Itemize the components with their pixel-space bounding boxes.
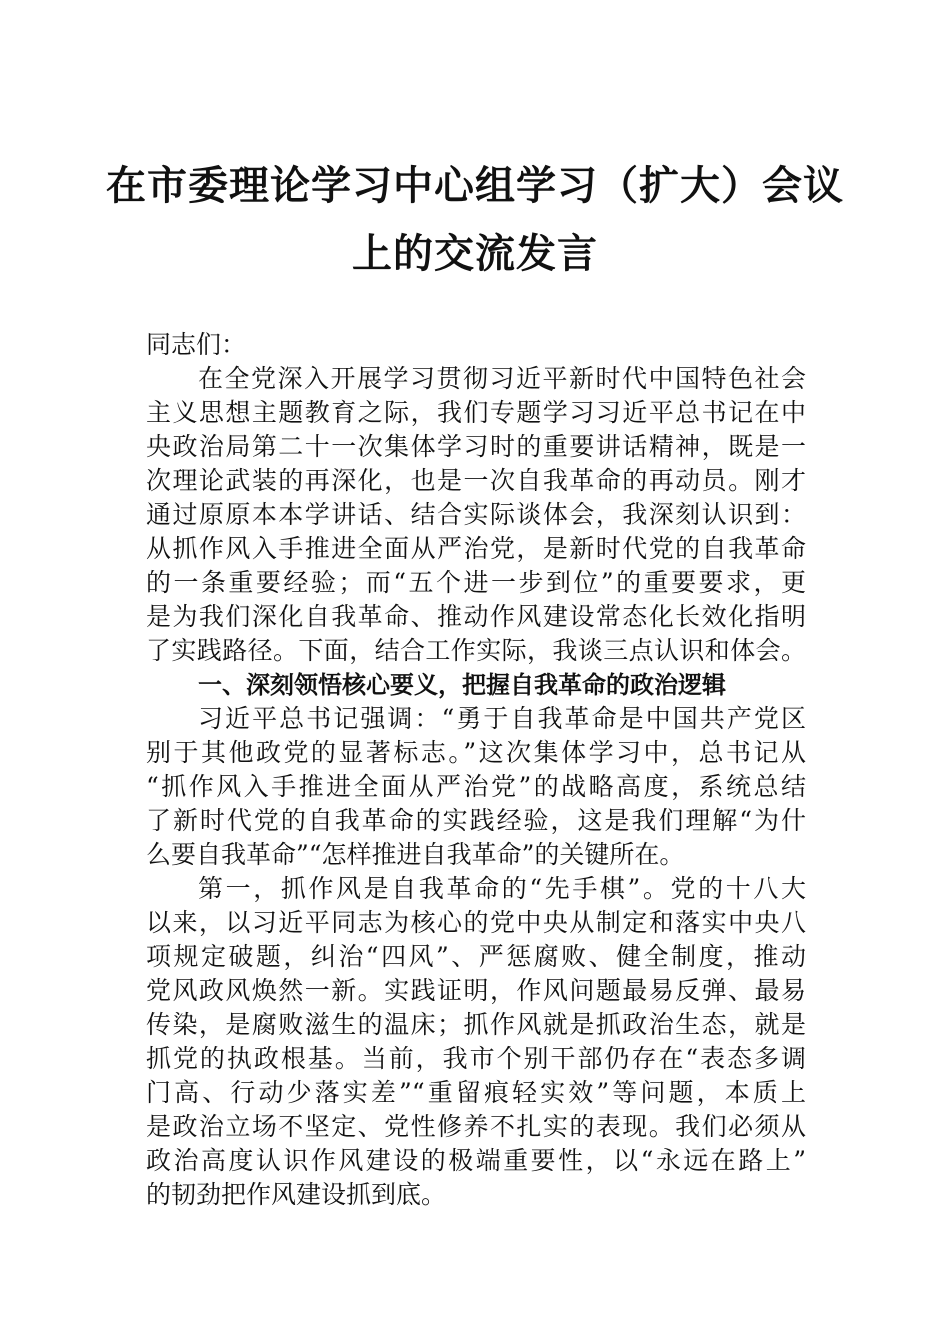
paragraph-line: 么要自我革命”“怎样推进自我革命”的关键所在。 (146, 840, 685, 869)
paragraph-line: 项规定破题，纠治“四风”、严惩腐败、健全制度，推动 (146, 942, 806, 971)
paragraph-1 (146, 362, 806, 668)
document-title-line-2: 上的交流发言 (352, 230, 598, 277)
paragraph-line: 以来，以习近平同志为核心的党中央从制定和落实中央八 (146, 908, 806, 937)
paragraph-2 (146, 702, 806, 872)
paragraph-line: 是为我们深化自我革命、推动作风建设常态化长效化指明 (146, 602, 806, 631)
paragraph-line: 了实践路径。下面，结合工作实际，我谈三点认识和体会。 (146, 636, 806, 665)
document-body (146, 328, 806, 1212)
paragraph-line: 从抓作风入手推进全面从严治党，是新时代党的自我革命 (146, 534, 806, 563)
paragraph-line: 别于其他政党的显著标志。”这次集体学习中，总书记从 (146, 738, 806, 767)
paragraph-line: 通过原原本本学讲话、结合实际谈体会，我深刻认识到： (146, 500, 806, 529)
paragraph-line: 央政治局第二十一次集体学习时的重要讲话精神，既是一 (146, 432, 806, 461)
paragraph-line: 次理论武装的再深化，也是一次自我革命的再动员。刚才 (146, 466, 806, 495)
paragraph-line: 门高、行动少落实差”“重留痕轻实效”等问题，本质上 (146, 1078, 806, 1107)
paragraph-line: 第一，抓作风是自我革命的“先手棋”。党的十八大 (198, 874, 806, 903)
paragraph-line: 了新时代党的自我革命的实践经验，这是我们理解“为什 (146, 806, 806, 835)
paragraph-line: 是政治立场不坚定、党性修养不扎实的表现。我们必须从 (146, 1112, 806, 1141)
document-title-line-1: 在市委理论学习中心组学习（扩大）会议 (106, 162, 844, 209)
paragraph-line: 的韧劲把作风建设抓到底。 (146, 1180, 447, 1209)
paragraph-line: “抓作风入手推进全面从严治党”的战略高度，系统总结 (146, 772, 806, 801)
paragraph-line: 党风政风焕然一新。实践证明，作风问题最易反弹、最易 (146, 976, 806, 1005)
paragraph-line: 主义思想主题教育之际，我们专题学习习近平总书记在中 (146, 398, 806, 427)
section-heading-1: 一、深刻领悟核心要义，把握自我革命的政治逻辑 (198, 671, 726, 699)
salutation: 同志们： (146, 330, 247, 359)
paragraph-line: 的一条重要经验；而“五个进一步到位”的重要要求，更 (146, 568, 806, 597)
paragraph-3 (146, 872, 806, 1212)
paragraph-line: 在全党深入开展学习贯彻习近平新时代中国特色社会 (198, 364, 806, 393)
paragraph-line: 传染，是腐败滋生的温床；抓作风就是抓政治生态，就是 (146, 1010, 806, 1039)
paragraph-line: 政治高度认识作风建设的极端重要性，以“永远在路上” (146, 1146, 806, 1175)
paragraph-line: 抓党的执政根基。当前，我市个别干部仍存在“表态多调 (146, 1044, 806, 1073)
paragraph-line: 习近平总书记强调：“勇于自我革命是中国共产党区 (198, 704, 806, 733)
